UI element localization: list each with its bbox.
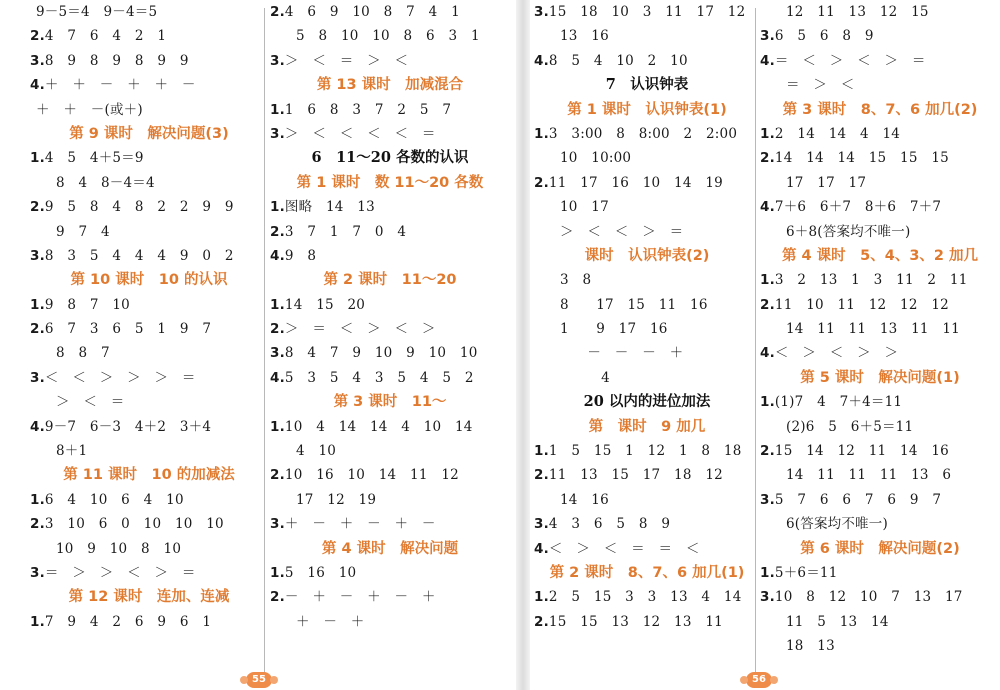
answer-line bbox=[30, 0, 268, 24]
answer-text: 4 10 bbox=[296, 443, 337, 460]
question-number: 4. bbox=[534, 540, 549, 557]
answer-text: 10 17 bbox=[560, 199, 609, 216]
answer-text: 14 11 11 11 13 6 bbox=[786, 467, 952, 484]
question-number: 2. bbox=[30, 516, 45, 533]
answer-line bbox=[760, 415, 1000, 439]
answer-line bbox=[760, 317, 1000, 341]
lesson-heading: 第 11 课时 10 的加减法 bbox=[63, 467, 235, 484]
lesson-heading: 课时 认识钟表(2) bbox=[584, 247, 710, 264]
answer-line bbox=[760, 220, 1000, 244]
answer-line bbox=[534, 146, 760, 170]
lesson-heading: 第 13 课时 加减混合 bbox=[316, 77, 464, 94]
answer-line bbox=[534, 366, 760, 390]
answer-text: 6 5 6 8 9 bbox=[774, 28, 874, 45]
answer-line bbox=[760, 49, 1000, 73]
answer-text: － ＋ － ＋ － ＋ bbox=[284, 589, 436, 606]
answer-line bbox=[270, 49, 510, 73]
unit-title: 6 11～20 各数的认识 bbox=[311, 149, 469, 167]
lesson-heading: 第 2 课时 11～20 bbox=[323, 272, 457, 289]
answer-text: 10 16 10 14 11 12 bbox=[284, 467, 459, 484]
question-number: 1. bbox=[534, 589, 549, 606]
answer-text: ＞ ＜ ＜ ＜ ＜ ＝ bbox=[284, 125, 436, 142]
answer-text: 10 4 14 14 4 10 14 bbox=[284, 418, 473, 435]
lesson-heading: 第 2 课时 8、7、6 加几(1) bbox=[549, 564, 745, 581]
answer-line bbox=[760, 585, 1000, 609]
question-number: 2. bbox=[534, 613, 549, 630]
answer-text: 8＋1 bbox=[56, 443, 88, 460]
answer-text: 14 14 14 15 15 15 bbox=[774, 150, 949, 167]
answer-text: ＋ ＋ －(或＋) bbox=[36, 101, 143, 118]
answer-text: 12 11 13 12 15 bbox=[786, 4, 929, 20]
question-number: 3. bbox=[30, 247, 45, 264]
answer-line bbox=[270, 220, 510, 244]
answer-line bbox=[30, 439, 268, 463]
answer-line bbox=[270, 561, 510, 585]
question-number: 4. bbox=[30, 77, 45, 94]
answer-text: 9－7 6－3 4＋2 3＋4 bbox=[44, 418, 212, 435]
question-number: 2. bbox=[534, 467, 549, 484]
answer-text: 5＋6＝11 bbox=[774, 564, 838, 581]
unit-title: 7 认识钟表 bbox=[605, 76, 689, 94]
answer-text: 11 5 13 14 bbox=[786, 613, 889, 630]
answer-text: 8 8 7 bbox=[56, 345, 110, 362]
answer-line bbox=[760, 488, 1000, 512]
answer-text: 6(答案均不唯一) bbox=[786, 516, 888, 533]
answer-text: 7＋6 6＋7 8＋6 7＋7 bbox=[774, 199, 942, 216]
answer-line bbox=[30, 146, 268, 170]
answer-text: 5 3 5 4 3 5 4 5 2 bbox=[284, 369, 474, 386]
answer-text: 7 9 4 2 6 9 6 1 bbox=[44, 613, 212, 630]
left-page-column-1 bbox=[30, 0, 268, 690]
answer-line bbox=[30, 561, 268, 585]
question-number: 1. bbox=[534, 125, 549, 142]
answer-text: 9 7 4 bbox=[56, 223, 110, 240]
answer-line bbox=[270, 244, 510, 268]
answer-line bbox=[30, 293, 268, 317]
answer-line bbox=[534, 24, 760, 48]
answer-text: ＞ ＜ ＝ bbox=[56, 394, 125, 411]
answer-line bbox=[760, 293, 1000, 317]
page-number-right: 56 bbox=[746, 672, 772, 688]
answer-text: 图略 14 13 bbox=[284, 199, 375, 216]
answer-line bbox=[534, 171, 760, 195]
question-number: 3. bbox=[30, 369, 45, 386]
unit-title: 20 以内的进位加法 bbox=[583, 393, 711, 411]
answer-line bbox=[534, 463, 760, 487]
answer-text: 13 16 bbox=[560, 28, 609, 45]
question-number: 1. bbox=[30, 150, 45, 167]
question-number: 3. bbox=[534, 4, 549, 20]
lesson-heading: 第 1 课时 数 11～20 各数 bbox=[296, 174, 484, 191]
answer-text: ＜ ＞ ＜ ＞ ＞ bbox=[774, 345, 899, 362]
answer-text: 17 12 19 bbox=[296, 491, 377, 508]
answer-text: (1)7 4 7＋4＝11 bbox=[774, 394, 903, 411]
answer-text: ＞ ＜ ＝ ＞ ＜ bbox=[284, 52, 409, 69]
answer-line bbox=[270, 195, 510, 219]
page-number-left: 55 bbox=[246, 672, 272, 688]
answer-text: ＞ ＝ ＜ ＞ ＜ ＞ bbox=[284, 321, 436, 338]
question-number: 3. bbox=[270, 52, 285, 69]
answer-line bbox=[30, 390, 268, 414]
answer-text: 4 6 9 10 8 7 4 1 bbox=[284, 4, 460, 20]
answer-text: 3 10 6 0 10 10 10 bbox=[44, 516, 224, 533]
question-number: 3. bbox=[270, 345, 285, 362]
question-number: 4. bbox=[30, 418, 45, 435]
answer-line bbox=[760, 195, 1000, 219]
question-number: 2. bbox=[760, 296, 775, 313]
answer-line bbox=[270, 122, 510, 146]
answer-text: ＝ ＜ ＞ ＜ ＞ ＝ bbox=[774, 52, 926, 69]
question-number: 1. bbox=[760, 564, 775, 581]
answer-text: ＝ ＞ ＞ ＜ ＞ ＝ bbox=[44, 564, 196, 581]
question-number: 1. bbox=[760, 394, 775, 411]
question-number: 2. bbox=[760, 150, 775, 167]
lesson-heading: 第 12 课时 连加、连减 bbox=[68, 589, 230, 606]
answer-text: 10 10:00 bbox=[560, 150, 632, 167]
answer-line bbox=[270, 24, 510, 48]
answer-text: 15 18 10 3 11 17 12 bbox=[548, 4, 746, 20]
question-number: 1. bbox=[534, 443, 549, 460]
answer-line bbox=[270, 439, 510, 463]
answer-line bbox=[270, 98, 510, 122]
question-number: 3. bbox=[760, 491, 775, 508]
question-number: 3. bbox=[270, 125, 285, 142]
answer-line bbox=[534, 537, 760, 561]
answer-text: 8 4 8－4＝4 bbox=[56, 174, 155, 191]
answer-text: 5 7 6 6 7 6 9 7 bbox=[774, 491, 942, 508]
answer-text: 9 8 7 10 bbox=[44, 296, 130, 313]
lesson-heading: 第 课时 9 加几 bbox=[588, 418, 706, 435]
question-number: 3. bbox=[270, 516, 285, 533]
answer-text: ＋ ＋ － ＋ ＋ － bbox=[44, 77, 196, 94]
answer-text: 3 3:00 8 8:00 2 2:00 bbox=[548, 125, 738, 142]
answer-line bbox=[270, 317, 510, 341]
right-page-column-1 bbox=[534, 0, 760, 690]
answer-line bbox=[534, 439, 760, 463]
answer-text: ＞ ＜ ＜ ＞ ＝ bbox=[560, 223, 684, 240]
question-number: 2. bbox=[30, 28, 45, 45]
answer-line bbox=[534, 341, 760, 365]
question-number: 1. bbox=[270, 199, 285, 216]
answer-line bbox=[760, 122, 1000, 146]
answer-text: 1 6 8 3 7 2 5 7 bbox=[284, 101, 452, 118]
question-number: 3. bbox=[30, 52, 45, 69]
answer-line bbox=[534, 122, 760, 146]
answer-line bbox=[534, 293, 760, 317]
answer-line bbox=[30, 610, 268, 634]
answer-text: 15 14 12 11 14 16 bbox=[774, 443, 949, 460]
answer-line bbox=[30, 195, 268, 219]
answer-line bbox=[30, 171, 268, 195]
answer-line bbox=[534, 268, 760, 292]
question-number: 1. bbox=[760, 125, 775, 142]
answer-text: 3 2 13 1 3 11 2 11 bbox=[774, 272, 968, 289]
lesson-heading: 第 4 课时 解决问题 bbox=[321, 540, 459, 557]
answer-line bbox=[760, 268, 1000, 292]
answer-text: 4 5 4＋5＝9 bbox=[44, 150, 144, 167]
left-page-column-2 bbox=[270, 0, 510, 690]
answer-text: 6＋8(答案均不唯一) bbox=[786, 223, 911, 240]
answer-line bbox=[30, 317, 268, 341]
answer-text: 4 bbox=[560, 369, 610, 386]
question-number: 4. bbox=[270, 369, 285, 386]
question-number: 2. bbox=[270, 589, 285, 606]
answer-line bbox=[534, 220, 760, 244]
answer-text: 17 17 17 bbox=[786, 174, 867, 191]
answer-text: 5 8 10 10 8 6 3 1 bbox=[296, 28, 480, 45]
answer-text: 8 9 8 9 8 9 9 bbox=[44, 52, 189, 69]
question-number: 2. bbox=[760, 443, 775, 460]
question-number: 2. bbox=[270, 467, 285, 484]
answer-line bbox=[760, 463, 1000, 487]
answer-line bbox=[30, 537, 268, 561]
answer-text: 9－5＝4 9－4＝5 bbox=[36, 4, 158, 20]
answer-line bbox=[760, 146, 1000, 170]
answer-text: 1 5 15 1 12 1 8 18 bbox=[548, 443, 742, 460]
answer-text: 11 10 11 12 12 12 bbox=[774, 296, 949, 313]
answer-text: 4 3 6 5 8 9 bbox=[548, 516, 671, 533]
answer-text: 14 15 20 bbox=[284, 296, 366, 313]
answer-line bbox=[270, 341, 510, 365]
lesson-heading: 第 6 课时 解决问题(2) bbox=[800, 540, 960, 557]
answer-text: ＜ ＞ ＜ ＝ ＝ ＜ bbox=[548, 540, 700, 557]
right-page-column-2 bbox=[760, 0, 1000, 690]
answer-line bbox=[30, 220, 268, 244]
question-number: 1. bbox=[30, 491, 45, 508]
answer-line bbox=[30, 49, 268, 73]
answer-text: 3 7 1 7 0 4 bbox=[284, 223, 407, 240]
answer-text: 8 4 7 9 10 9 10 10 bbox=[284, 345, 478, 362]
lesson-heading: 第 1 课时 认识钟表(1) bbox=[567, 101, 727, 118]
question-number: 3. bbox=[760, 28, 775, 45]
answer-line bbox=[760, 390, 1000, 414]
answer-line bbox=[270, 488, 510, 512]
question-number: 1. bbox=[30, 296, 45, 313]
question-number: 2. bbox=[30, 199, 45, 216]
book-gutter bbox=[516, 0, 530, 690]
answer-line bbox=[30, 98, 268, 122]
answer-text: ＋ － ＋ － ＋ － bbox=[284, 516, 436, 533]
answer-text: 11 13 15 17 18 12 bbox=[548, 467, 723, 484]
answer-line bbox=[270, 0, 510, 24]
answer-text: 3 8 bbox=[560, 272, 592, 289]
lesson-heading: 第 3 课时 8、7、6 加几(2) bbox=[782, 101, 978, 118]
answer-line bbox=[534, 585, 760, 609]
question-number: 1. bbox=[270, 101, 285, 118]
answer-line bbox=[30, 73, 268, 97]
answer-line bbox=[30, 415, 268, 439]
answer-line bbox=[760, 512, 1000, 536]
question-number: 3. bbox=[534, 516, 549, 533]
question-number: 4. bbox=[760, 199, 775, 216]
answer-text: － － － ＋ bbox=[560, 345, 684, 362]
answer-line bbox=[534, 488, 760, 512]
answer-line bbox=[270, 512, 510, 536]
answer-line bbox=[30, 244, 268, 268]
question-number: 2. bbox=[30, 321, 45, 338]
answer-line bbox=[760, 73, 1000, 97]
answer-text: 9 5 8 4 8 2 2 9 9 bbox=[44, 199, 234, 216]
answer-text: 9 8 bbox=[284, 247, 317, 264]
answer-text: ＜ ＜ ＞ ＞ ＞ ＝ bbox=[44, 369, 196, 386]
lesson-heading: 第 10 课时 10 的认识 bbox=[70, 272, 228, 289]
answer-text: 8 17 15 11 16 bbox=[560, 296, 708, 313]
answer-text: 6 4 10 6 4 10 bbox=[44, 491, 184, 508]
answer-text: 1 9 17 16 bbox=[560, 321, 668, 338]
answer-line bbox=[30, 341, 268, 365]
answer-line bbox=[30, 24, 268, 48]
answer-text: 2 5 15 3 3 13 4 14 bbox=[548, 589, 742, 606]
question-number: 2. bbox=[270, 4, 285, 20]
lesson-heading: 第 4 课时 5、4、3、2 加几 bbox=[781, 247, 979, 264]
question-number: 2. bbox=[534, 174, 549, 191]
question-number: 1. bbox=[270, 296, 285, 313]
question-number: 1. bbox=[30, 613, 45, 630]
question-number: 3. bbox=[30, 564, 45, 581]
answer-text: 8 3 5 4 4 4 9 0 2 bbox=[44, 247, 234, 264]
answer-line bbox=[760, 341, 1000, 365]
question-number: 4. bbox=[534, 52, 549, 69]
answer-text: 14 16 bbox=[560, 491, 609, 508]
answer-line bbox=[760, 610, 1000, 634]
answer-line bbox=[534, 195, 760, 219]
answer-text: 6 7 3 6 5 1 9 7 bbox=[44, 321, 212, 338]
question-number: 2. bbox=[270, 321, 285, 338]
answer-text: 2 14 14 4 14 bbox=[774, 125, 901, 142]
answer-line bbox=[760, 171, 1000, 195]
answer-text: 8 5 4 10 2 10 bbox=[548, 52, 688, 69]
question-number: 4. bbox=[760, 52, 775, 69]
question-number: 1. bbox=[270, 564, 285, 581]
answer-line bbox=[534, 317, 760, 341]
question-number: 4. bbox=[760, 345, 775, 362]
answer-line bbox=[270, 366, 510, 390]
answer-text: 4 7 6 4 2 1 bbox=[44, 28, 167, 45]
answer-line bbox=[30, 488, 268, 512]
answer-line bbox=[760, 0, 1000, 24]
lesson-heading: 第 5 课时 解决问题(1) bbox=[800, 369, 960, 386]
question-number: 1. bbox=[760, 272, 775, 289]
answer-text: 5 16 10 bbox=[284, 564, 357, 581]
question-number: 1. bbox=[270, 418, 285, 435]
answer-text: (2)6 5 6＋5＝11 bbox=[786, 418, 914, 435]
answer-line bbox=[534, 49, 760, 73]
lesson-heading: 第 9 课时 解决问题(3) bbox=[69, 125, 229, 142]
answer-line bbox=[760, 634, 1000, 658]
answer-line bbox=[534, 512, 760, 536]
answer-line bbox=[534, 0, 760, 24]
answer-text: 10 9 10 8 10 bbox=[56, 540, 182, 557]
answer-text: 18 13 bbox=[786, 638, 835, 655]
question-number: 4. bbox=[270, 247, 285, 264]
answer-line bbox=[30, 366, 268, 390]
answer-line bbox=[760, 561, 1000, 585]
answer-text: 14 11 11 13 11 11 bbox=[786, 321, 960, 338]
answer-line bbox=[270, 415, 510, 439]
answer-line bbox=[760, 24, 1000, 48]
answer-line bbox=[270, 293, 510, 317]
answer-line bbox=[534, 610, 760, 634]
answer-line bbox=[270, 585, 510, 609]
question-number: 3. bbox=[760, 589, 775, 606]
answer-line bbox=[30, 512, 268, 536]
answer-text: ＝ ＞ ＜ bbox=[786, 77, 855, 94]
answer-line bbox=[760, 439, 1000, 463]
lesson-heading: 第 3 课时 11～ bbox=[333, 394, 447, 411]
answer-text: 15 15 13 12 13 11 bbox=[548, 613, 723, 630]
answer-line bbox=[270, 610, 510, 634]
answer-text: 10 8 12 10 7 13 17 bbox=[774, 589, 963, 606]
answer-text: ＋ － ＋ bbox=[296, 613, 365, 630]
answer-text: 11 17 16 10 14 19 bbox=[548, 174, 723, 191]
question-number: 2. bbox=[270, 223, 285, 240]
answer-line bbox=[270, 463, 510, 487]
